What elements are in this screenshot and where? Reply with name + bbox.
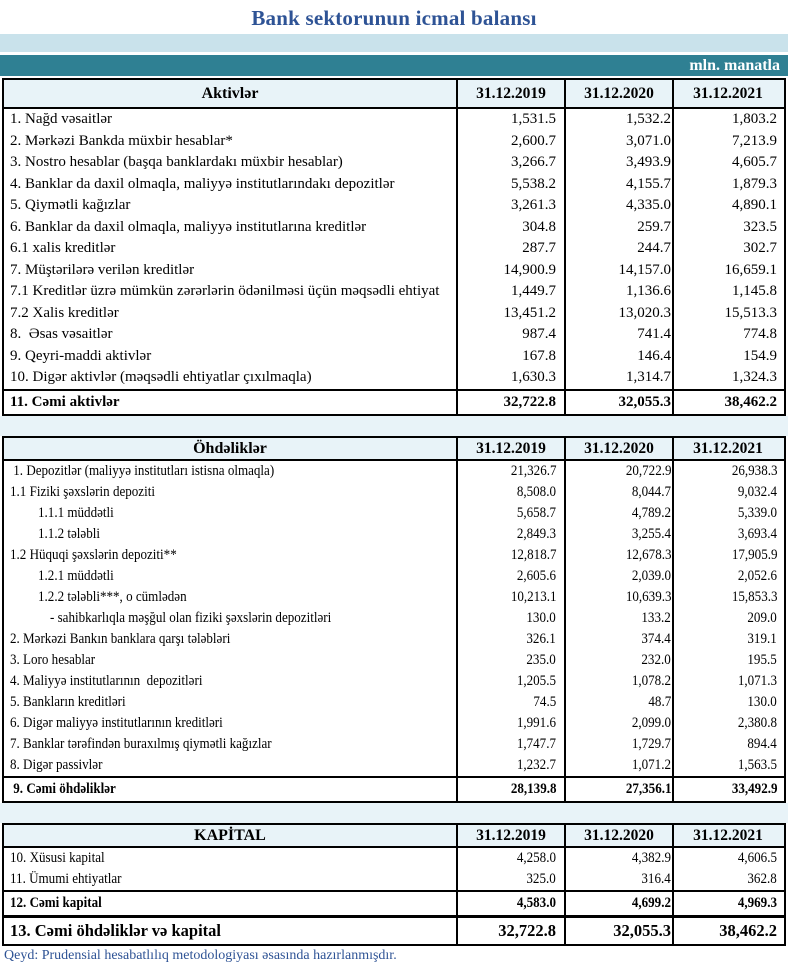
value-2021: 3,693.4 — [672, 524, 782, 545]
value-2021: 319.1 — [672, 629, 782, 650]
value-2020: 3,071.0 — [564, 131, 672, 153]
section-title-assets: Aktivlər — [201, 85, 259, 102]
row-label: 6.1 xalis kreditlər — [10, 240, 116, 256]
capital-table-header — [4, 825, 784, 848]
value-2019: 235.0 — [456, 650, 564, 671]
value-2020: 14,157.0 — [564, 260, 672, 282]
column-header-2019: 31.12.2019 — [456, 80, 564, 107]
value-2021: 2,380.8 — [672, 713, 782, 734]
table-row — [4, 587, 784, 608]
value-2019: 21,326.7 — [456, 461, 564, 482]
table-row — [4, 260, 784, 282]
value-2020: 316.4 — [564, 869, 672, 890]
value-2019: 987.4 — [456, 324, 564, 346]
table-row — [4, 389, 784, 414]
row-label: 6. Digər maliyyə institutlarının kreditləri — [10, 714, 223, 731]
value-2021: 15,513.3 — [672, 303, 782, 325]
value-2021: 26,938.3 — [672, 461, 782, 482]
value-2019: 3,266.7 — [456, 152, 564, 174]
value-2019: 130.0 — [456, 608, 564, 629]
table-row — [4, 303, 784, 325]
value-2020: 4,155.7 — [564, 174, 672, 196]
value-2019: 4,583.0 — [456, 892, 564, 915]
value-2019: 326.1 — [456, 629, 564, 650]
value-2021: 38,462.2 — [672, 918, 782, 944]
value-2020: 1,532.2 — [564, 109, 672, 131]
row-label: 8. Əsas vəsaitlər — [10, 326, 113, 342]
value-2019: 304.8 — [456, 217, 564, 239]
value-2019: 287.7 — [456, 238, 564, 260]
value-2021: 2,052.6 — [672, 566, 782, 587]
value-2021: 1,324.3 — [672, 367, 782, 389]
value-2019: 32,722.8 — [456, 918, 564, 944]
value-2019: 1,205.5 — [456, 671, 564, 692]
row-label: 6. Banklar da daxil olmaqla, maliyyə institutlarına kreditlər — [10, 218, 367, 235]
value-2021: 33,492.9 — [672, 778, 782, 801]
row-label: 1. Depozitlər (maliyyə institutları istisna olmaqla) — [10, 462, 275, 479]
value-2020: 2,099.0 — [564, 713, 672, 734]
value-2019: 3,261.3 — [456, 195, 564, 217]
page-title: Bank sektorunun icmal balansı — [251, 6, 537, 30]
row-label: 1.1.1 müddətli — [38, 504, 114, 521]
value-2020: 2,039.0 — [564, 566, 672, 587]
value-2021: 38,462.2 — [672, 391, 782, 414]
table-row — [4, 174, 784, 196]
table-row — [4, 524, 784, 545]
table-row — [4, 848, 784, 869]
value-2019: 28,139.8 — [456, 778, 564, 801]
table-row — [4, 545, 784, 566]
row-label: 12. Cəmi kapital — [10, 894, 102, 911]
assets-table-header — [4, 80, 784, 109]
value-2021: 17,905.9 — [672, 545, 782, 566]
table-row — [4, 217, 784, 239]
value-2019: 2,600.7 — [456, 131, 564, 153]
row-label: 3. Nostro hesablar (başqa banklardakı müxbir hesablar) — [10, 154, 343, 170]
table-row — [4, 890, 784, 915]
value-2019: 1,449.7 — [456, 281, 564, 303]
table-row — [4, 367, 784, 389]
value-2021: 362.8 — [672, 869, 782, 890]
value-2019: 32,722.8 — [456, 391, 564, 414]
value-2019: 12,818.7 — [456, 545, 564, 566]
value-2021: 302.7 — [672, 238, 782, 260]
row-label: 1.1.2 tələbli — [38, 525, 100, 542]
table-row — [4, 755, 784, 776]
row-label: 5. Qiymətli kağızlar — [10, 197, 131, 213]
value-2019: 8,508.0 — [456, 482, 564, 503]
value-2020: 4,699.2 — [564, 892, 672, 915]
value-2020: 4,789.2 — [564, 503, 672, 524]
value-2021: 5,339.0 — [672, 503, 782, 524]
row-label: 9. Cəmi öhdəliklər — [10, 780, 116, 797]
value-2020: 13,020.3 — [564, 303, 672, 325]
table-row — [4, 566, 784, 587]
decorative-band — [0, 34, 788, 52]
row-label: 13. Cəmi öhdəliklər və kapital — [10, 920, 221, 940]
value-2020: 3,493.9 — [564, 152, 672, 174]
table-row — [4, 776, 784, 801]
row-label: - sahibkarlıqla məşğul olan fiziki şəxslərin depozitləri — [50, 609, 332, 626]
value-2021: 15,853.3 — [672, 587, 782, 608]
row-label: 8. Digər passivlər — [10, 756, 103, 773]
table-row — [4, 195, 784, 217]
value-2021: 1,071.3 — [672, 671, 782, 692]
row-label: 3. Loro hesablar — [10, 651, 96, 668]
footer-note: Qeyd: Prudensial hesabatlılıq metodologiyası əsasında hazırlanmışdır. — [4, 947, 397, 963]
row-label: 10. Xüsusi kapital — [10, 849, 105, 866]
liabilities-table — [2, 436, 786, 803]
value-2021: 774.8 — [672, 324, 782, 346]
value-2019: 1,531.5 — [456, 109, 564, 131]
table-row — [4, 346, 784, 368]
column-header-2020: 31.12.2020 — [564, 80, 672, 107]
table-row — [4, 608, 784, 629]
value-2021: 4,606.5 — [672, 848, 782, 869]
column-header-2020: 31.12.2020 — [564, 825, 672, 846]
value-2020: 741.4 — [564, 324, 672, 346]
value-2021: 894.4 — [672, 734, 782, 755]
table-row — [4, 238, 784, 260]
value-2020: 27,356.1 — [564, 778, 672, 801]
row-label: 10. Digər aktivlər (məqsədli ehtiyatlar çıxılmaqla) — [10, 369, 312, 385]
value-2021: 4,969.3 — [672, 892, 782, 915]
value-2020: 146.4 — [564, 346, 672, 368]
value-2019: 2,605.6 — [456, 566, 564, 587]
value-2021: 9,032.4 — [672, 482, 782, 503]
value-2019: 14,900.9 — [456, 260, 564, 282]
value-2020: 1,071.2 — [564, 755, 672, 776]
value-2019: 1,747.7 — [456, 734, 564, 755]
liabilities-table-header — [4, 438, 784, 461]
value-2021: 4,890.1 — [672, 195, 782, 217]
table-row — [4, 650, 784, 671]
table-row — [4, 461, 784, 482]
value-2020: 20,722.9 — [564, 461, 672, 482]
value-2020: 133.2 — [564, 608, 672, 629]
value-2020: 4,382.9 — [564, 848, 672, 869]
row-label: 5. Bankların kreditləri — [10, 693, 126, 710]
row-label: 11. Ümumi ehtiyatlar — [10, 870, 122, 887]
table-row — [4, 671, 784, 692]
value-2021: 4,605.7 — [672, 152, 782, 174]
value-2021: 1,145.8 — [672, 281, 782, 303]
value-2019: 2,849.3 — [456, 524, 564, 545]
table-row — [4, 915, 784, 944]
section-separator — [0, 803, 788, 823]
value-2019: 74.5 — [456, 692, 564, 713]
table-row — [4, 324, 784, 346]
value-2019: 325.0 — [456, 869, 564, 890]
table-row — [4, 131, 784, 153]
unit-label: mln. manatla — [0, 55, 788, 76]
table-row — [4, 713, 784, 734]
value-2020: 48.7 — [564, 692, 672, 713]
row-label: 1.2 Hüquqi şəxslərin depoziti** — [10, 546, 177, 563]
table-row — [4, 281, 784, 303]
value-2019: 5,658.7 — [456, 503, 564, 524]
row-label: 7.2 Xalis kreditlər — [10, 304, 119, 321]
value-2019: 167.8 — [456, 346, 564, 368]
row-label: 7.1 Kreditlər üzrə mümkün zərərlərin ödənilməsi üçün məqsədli ehtiyat — [10, 283, 440, 299]
row-label: 7. Müştərilərə verilən kreditlər — [10, 261, 195, 278]
row-label: 1.2.2 tələbli***, o cümlədən — [38, 588, 187, 605]
value-2020: 244.7 — [564, 238, 672, 260]
value-2019: 1,232.7 — [456, 755, 564, 776]
row-label: 2. Mərkəzi Bankda müxbir hesablar* — [10, 132, 233, 149]
value-2019: 1,991.6 — [456, 713, 564, 734]
section-title-liabilities: Öhdəliklər — [193, 439, 267, 457]
value-2020: 32,055.3 — [564, 918, 672, 944]
value-2020: 259.7 — [564, 217, 672, 239]
table-row — [4, 482, 784, 503]
value-2020: 1,314.7 — [564, 367, 672, 389]
value-2021: 154.9 — [672, 346, 782, 368]
value-2020: 32,055.3 — [564, 391, 672, 414]
row-label: 1. Nağd vəsaitlər — [10, 111, 113, 127]
table-row — [4, 109, 784, 131]
value-2020: 3,255.4 — [564, 524, 672, 545]
column-header-2021: 31.12.2021 — [672, 438, 782, 459]
value-2021: 130.0 — [672, 692, 782, 713]
column-header-2019: 31.12.2019 — [456, 438, 564, 459]
value-2021: 1,803.2 — [672, 109, 782, 131]
value-2021: 1,879.3 — [672, 174, 782, 196]
table-row — [4, 869, 784, 890]
section-separator — [0, 416, 788, 436]
table-row — [4, 503, 784, 524]
row-label: 1.1 Fiziki şəxslərin depoziti — [10, 483, 155, 500]
value-2021: 16,659.1 — [672, 260, 782, 282]
value-2020: 4,335.0 — [564, 195, 672, 217]
row-label: 9. Qeyri-maddi aktivlər — [10, 347, 152, 364]
column-header-2020: 31.12.2020 — [564, 438, 672, 459]
column-header-2019: 31.12.2019 — [456, 825, 564, 846]
row-label: 4. Maliyyə institutlarının depozitləri — [10, 672, 203, 689]
value-2020: 232.0 — [564, 650, 672, 671]
value-2021: 209.0 — [672, 608, 782, 629]
value-2019: 10,213.1 — [456, 587, 564, 608]
value-2021: 323.5 — [672, 217, 782, 239]
value-2021: 195.5 — [672, 650, 782, 671]
value-2020: 374.4 — [564, 629, 672, 650]
capital-table — [2, 823, 786, 946]
value-2019: 1,630.3 — [456, 367, 564, 389]
row-label: 11. Cəmi aktivlər — [10, 393, 120, 410]
value-2020: 12,678.3 — [564, 545, 672, 566]
row-label: 2. Mərkəzi Bankın banklara qarşı tələbləri — [10, 630, 231, 647]
column-header-2021: 31.12.2021 — [672, 80, 782, 107]
table-row — [4, 692, 784, 713]
value-2020: 1,729.7 — [564, 734, 672, 755]
row-label: 4. Banklar da daxil olmaqla, maliyyə institutlarındakı depozitlər — [10, 175, 395, 192]
value-2019: 13,451.2 — [456, 303, 564, 325]
value-2020: 1,136.6 — [564, 281, 672, 303]
row-label: 1.2.1 müddətli — [38, 567, 114, 584]
value-2020: 8,044.7 — [564, 482, 672, 503]
column-header-2021: 31.12.2021 — [672, 825, 782, 846]
row-label: 7. Banklar tərəfindən buraxılmış qiymətli kağızlar — [10, 735, 272, 752]
value-2020: 10,639.3 — [564, 587, 672, 608]
value-2019: 5,538.2 — [456, 174, 564, 196]
table-row — [4, 629, 784, 650]
table-row — [4, 152, 784, 174]
value-2020: 1,078.2 — [564, 671, 672, 692]
value-2019: 4,258.0 — [456, 848, 564, 869]
value-2021: 7,213.9 — [672, 131, 782, 153]
section-title-capital: KAPİTAL — [194, 826, 266, 844]
value-2021: 1,563.5 — [672, 755, 782, 776]
assets-table — [2, 78, 786, 416]
table-row — [4, 734, 784, 755]
